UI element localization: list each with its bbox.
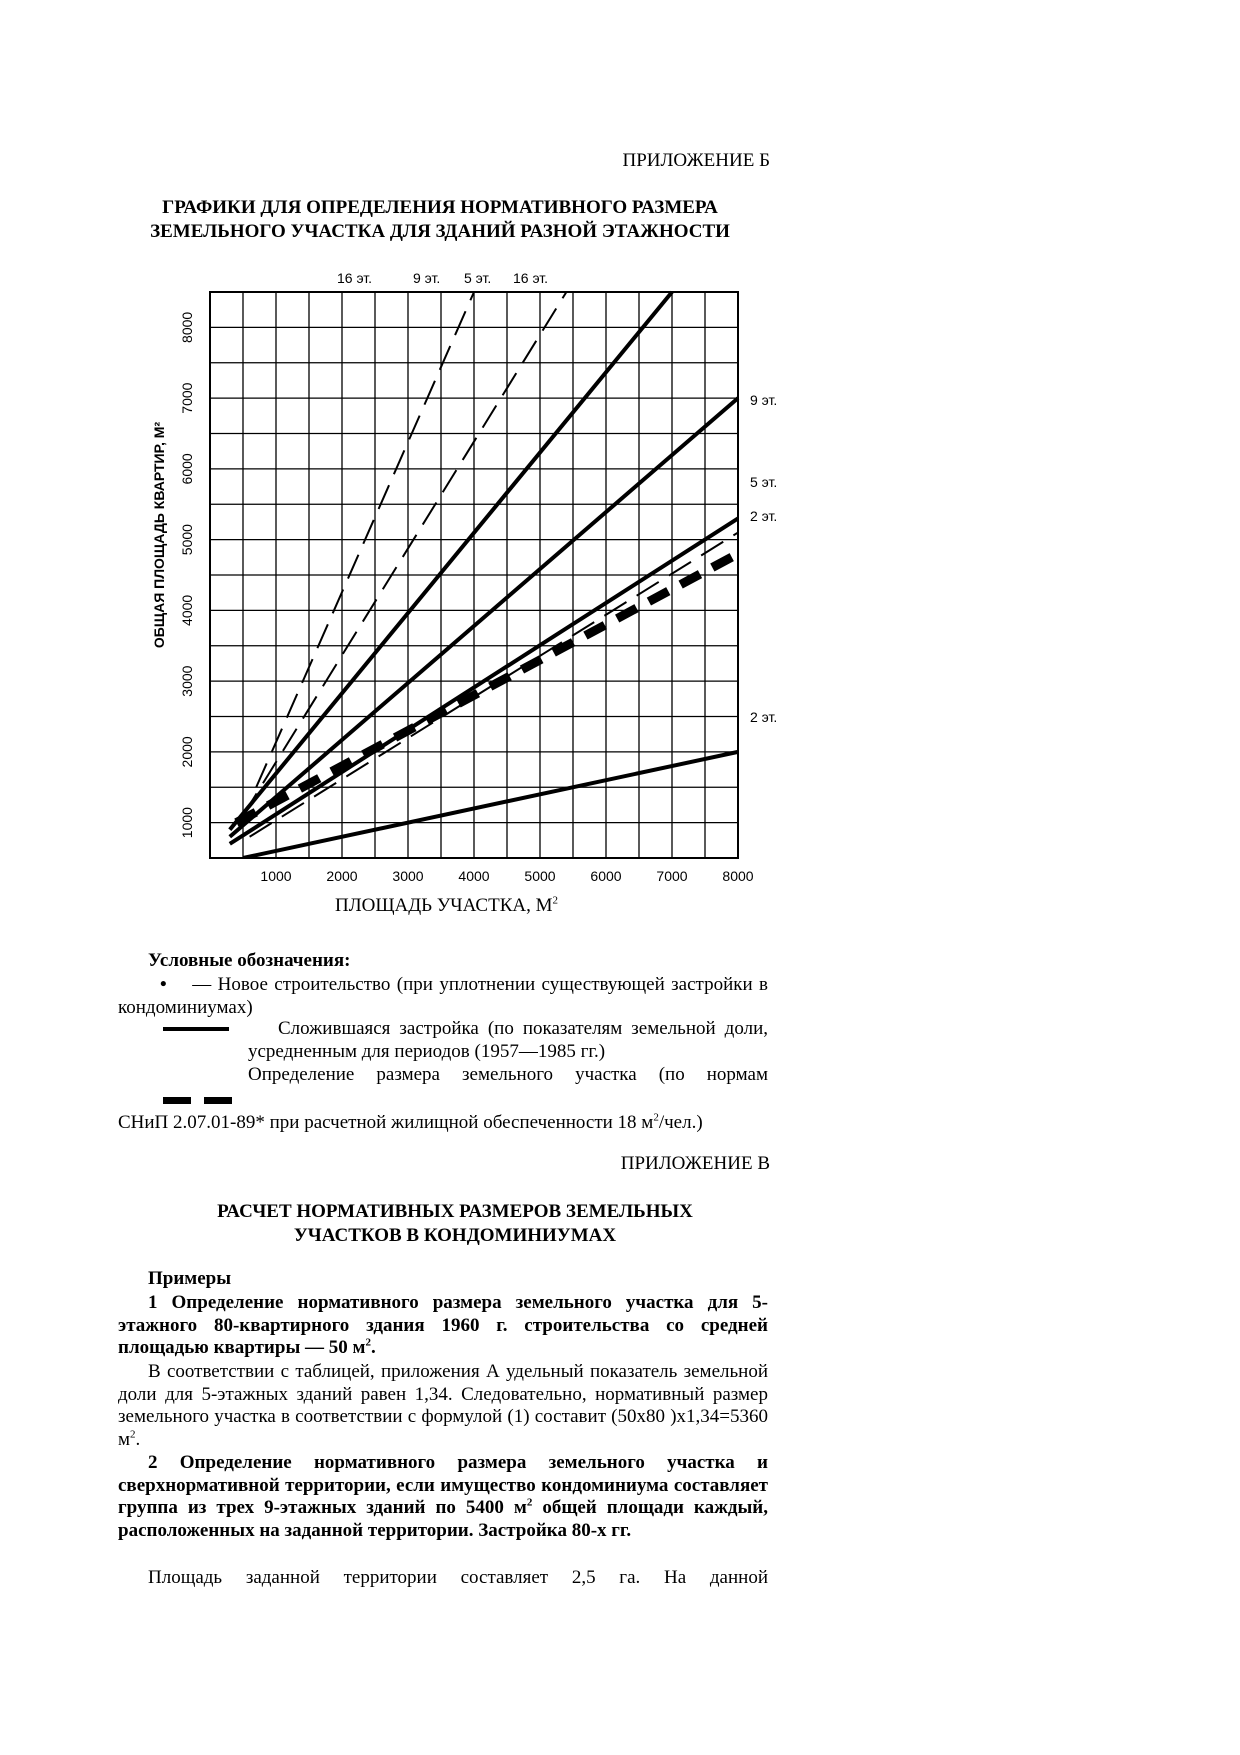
legend-norm-text: СНиП 2.07.01-89* при расчетной жилищной обеспеченности 18 м [118,1112,654,1133]
top-curve-label: 9 эт. [413,270,441,286]
x-tick-label: 7000 [656,868,688,884]
y-tick-label: 1000 [179,807,195,839]
y-tick-labels [179,312,195,839]
top-curve-label: 5 эт. [464,270,492,286]
example-2-heading [118,1452,768,1542]
x-axis-label [335,895,558,917]
appendix-c-label: ПРИЛОЖЕНИЕ В [620,1153,770,1174]
series-line-4 [243,752,738,858]
example-2-heading-sup: 2 [526,1496,533,1509]
legend-item-norm-line1: Определение размера земельного участка (по нормам [248,1064,768,1085]
x-axis-label-sup: 2 [552,894,558,907]
y-tick-label: 8000 [179,311,195,343]
appendix-c-title [110,1200,800,1248]
legend-item-norm-line2 [118,1112,778,1135]
appendix-b-title [110,196,770,244]
x-tick-label: 8000 [722,868,754,884]
y-tick-label: 5000 [179,524,195,556]
x-tick-label: 2000 [326,868,358,884]
legend-heading: Условные обозначения: [148,950,351,971]
right-curve-label: 2 эт. [750,508,778,524]
x-tick-label: 5000 [524,868,556,884]
example-1-body-end: . [135,1428,141,1450]
right-curve-label: 2 эт. [750,709,778,725]
top-curve-labels [337,270,548,286]
appendix-b-label: ПРИЛОЖЕНИЕ Б [622,150,770,171]
right-curve-labels [750,392,777,725]
dashed-line-icon-2 [204,1097,232,1104]
x-tick-label: 4000 [458,868,490,884]
y-tick-label: 3000 [179,665,195,697]
appendix-c-title-line1: РАСЧЕТ НОРМАТИВНЫХ РАЗМЕРОВ ЗЕМЕЛЬНЫХ [217,1201,693,1222]
appendix-b-title-line2: ЗЕМЕЛЬНОГО УЧАСТКА ДЛЯ ЗДАНИЙ РАЗНОЙ ЭТАЖНОСТИ [150,221,730,242]
y-axis-label: ОБЩАЯ ПЛОЩАДЬ КВАРТИР, М² [151,421,167,649]
example-1-body: В соответствии с таблицей, приложения А удельный показатель земельной доли для 5-этажных зданий равен 1,34. Следовательно, нормативный размер земельного участка в соответствии с формулой (1) составит (50х80 )х1,34=5360 м [118,1361,768,1450]
legend-norm-sup: 2 [653,1111,659,1124]
y-tick-label: 7000 [179,382,195,414]
dashed-line-icon [163,1097,191,1104]
legend-norm-text-end: /чел.) [658,1112,703,1133]
example-2-heading-end: общей площади каждый, расположенных на заданной территории. Застройка 80-х гг. [118,1497,768,1541]
series-line-2 [230,398,738,837]
y-tick-label: 2000 [179,736,195,768]
example-1-heading-sup: 2 [365,1336,371,1349]
solid-line-icon [163,1027,229,1031]
appendix-b-title-line1: ГРАФИКИ ДЛЯ ОПРЕДЕЛЕНИЯ НОРМАТИВНОГО РАЗМЕРА [162,197,718,218]
x-axis-label-text: ПЛОЩАДЬ УЧАСТКА, М [335,895,553,916]
x-tick-label: 6000 [590,868,622,884]
right-curve-label: 9 эт. [750,392,778,408]
example-2-heading-text: 2 Определение нормативного размера земельного участка и сверхнормативной территории, если имущество кондоминиума составляет группа из трех 9-этажных зданий по 5400 м [118,1452,768,1518]
example-2-text: Площадь заданной территории составляет 2,5 га. На данной [148,1567,768,1588]
example-1-body-sup: 2 [130,1428,136,1441]
y-tick-label: 6000 [179,453,195,485]
legend-item-new [118,974,768,1019]
top-curve-label: 16 эт. [337,270,373,286]
example-1-heading-end: . [370,1337,376,1358]
legend-item-new-text: — Новое строительство (при уплотнении существующей застройки в кондоминиумах) [118,974,769,1018]
chart-grid [210,292,738,858]
land-plot-chart [140,260,800,900]
example-1-text [118,1361,768,1451]
y-tick-label: 4000 [179,594,195,626]
x-tick-label: 1000 [260,868,292,884]
dot-icon: • [160,974,167,995]
x-tick-label: 3000 [392,868,424,884]
right-curve-label: 5 эт. [750,474,778,490]
example-1-heading-text: 1 Определение нормативного размера земельного участка для 5-этажного 80-квартирного здания 1960 г. строительства со средней площадью квартиры — 50 м [118,1292,768,1358]
legend-item-existing: Сложившаяся застройка (по показателям земельной доли, усредненным для периодов (1957—1985 гг.) [248,1018,768,1062]
appendix-c-title-line2: УЧАСТКОВ В КОНДОМИНИУМАХ [293,1225,617,1246]
examples-heading: Примеры [148,1268,232,1289]
example-1-heading [118,1292,768,1360]
x-tick-labels [260,868,753,884]
top-curve-label: 16 эт. [513,270,549,286]
